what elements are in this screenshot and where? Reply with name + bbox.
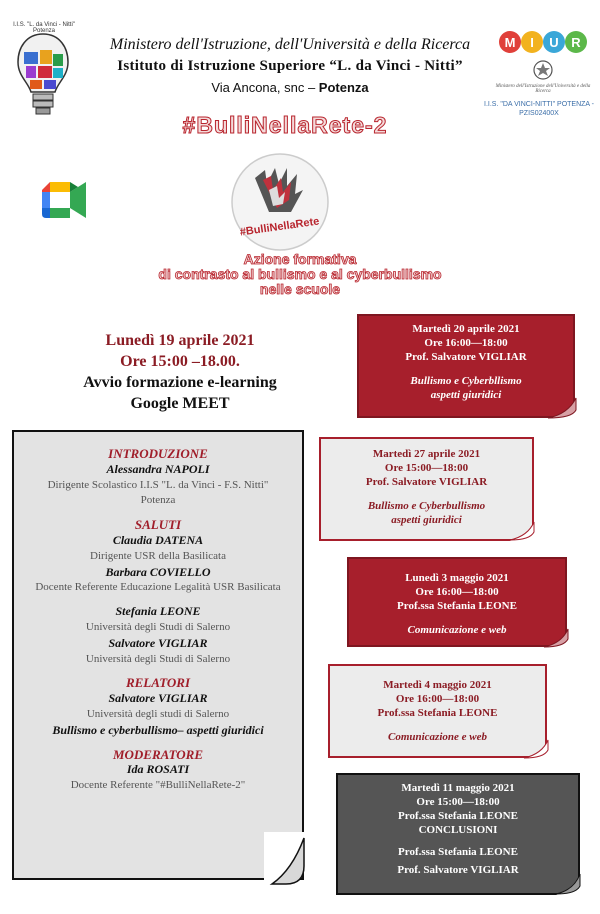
session-speaker3: Prof. Salvatore VIGLIAR: [397, 864, 519, 876]
session-card-3: [347, 557, 567, 647]
card-curl-4: [520, 738, 550, 760]
session-speaker: Prof. Salvatore VIGLIAR: [365, 476, 488, 488]
school-name: Istituto di Istruzione Superiore “L. da Vinci - Nitti”: [117, 58, 463, 74]
miur-caption-line1: I.I.S. "DA VINCI-NITTI" POTENZA -: [484, 101, 594, 108]
svg-text:M: M: [504, 35, 516, 50]
svg-text:U: U: [549, 35, 559, 50]
session-date: Martedì 4 maggio 2021: [383, 679, 492, 691]
intro-role: Dirigente Scolastico I.I.S "L. da Vinci - F.S. Nitti": [47, 478, 269, 491]
azione-heading: [100, 252, 500, 297]
session-card-4: [328, 664, 547, 758]
saluti-role4: Università degli Studi di Salerno: [85, 652, 231, 665]
card-curl-3: [540, 627, 570, 649]
svg-text:I: I: [530, 35, 534, 50]
saluti-role3: Università degli Studi di Salerno: [85, 620, 231, 633]
azione-line3: nelle scuole: [259, 281, 341, 297]
session-topic: Comunicazione e web: [407, 624, 507, 636]
start-date: Lunedì 19 aprile 2021: [105, 332, 255, 349]
session-topic: Comunicazione e web: [387, 731, 487, 743]
program-content: [14, 446, 302, 794]
miur-caption-line2: PZIS02400X: [519, 110, 559, 117]
hands-circle-logo-icon: [225, 150, 335, 260]
saluti-name3: Stefania LEONE: [115, 604, 201, 619]
panel-curl: [262, 830, 312, 886]
session-date: Martedì 20 aprile 2021: [412, 323, 520, 335]
relatori-name: Salvatore VIGLIAR: [108, 691, 208, 706]
session-speaker: Prof.ssa Stefania LEONE: [397, 600, 517, 612]
session-topic: Bullismo e Cyberbullismo: [367, 500, 486, 512]
start-desc1: Avvio formazione e-learning: [83, 374, 277, 391]
moderatore-role: Docente Referente "#BulliNellaRete-2": [70, 779, 246, 792]
circle-logo-text: #BulliNellaRete: [239, 215, 321, 239]
session-conclusioni: CONCLUSIONI: [418, 824, 498, 836]
ministry-heading: Ministero dell'Istruzione, dell'Università e della Ricerca: [109, 36, 471, 53]
intro-name: Alessandra NAPOLI: [106, 461, 210, 476]
session-card-2: [319, 437, 534, 541]
event-title: #BulliNellaRete-2: [182, 112, 388, 138]
card-curl-2: [506, 520, 536, 542]
svg-text:R: R: [571, 35, 581, 50]
azione-line2: di contrasto al bullismo e al cyberbullismo: [158, 266, 442, 282]
miur-ministry-small: Ministero dell'Istruzione dell'Università e della Ricerca: [495, 84, 591, 94]
session-topic: Bullismo e Cyberbllismo: [410, 375, 522, 387]
saluti-title: SALUTI: [134, 517, 182, 533]
relatori-role: Università degli studi di Salerno: [86, 707, 230, 720]
session-speaker: Prof.ssa Stefania LEONE: [398, 810, 518, 822]
azione-line1: Azione formativa: [243, 251, 357, 267]
session-topic2: aspetti giuridici: [391, 514, 462, 526]
relatori-topic: Bullismo e cyberbullismo– aspetti giuridici: [52, 722, 264, 737]
session-date: Martedì 27 aprile 2021: [372, 448, 481, 460]
session-card-5: [336, 773, 580, 895]
start-time: Ore 15:00 –18.00.: [120, 353, 240, 370]
session-time: Ore 16:00—18:00: [424, 337, 508, 349]
saluti-role1: Dirigente USR della Basilicata: [90, 549, 226, 562]
session-time: Ore 15:00—18:00: [384, 462, 469, 474]
intro-role-city: Potenza: [140, 494, 176, 507]
session-card-1: [357, 314, 575, 418]
saluti-name1: Claudia DATENA: [112, 532, 204, 547]
saluti-name4: Salvatore VIGLIAR: [108, 635, 208, 650]
card-curl-5: [552, 872, 582, 896]
saluti-name2: Barbara COVIELLO: [105, 564, 211, 579]
moderatore-title: MODERATORE: [112, 746, 204, 762]
session-date: Martedì 11 maggio 2021: [401, 782, 515, 794]
address-city: Potenza: [318, 80, 369, 95]
session-time: Ore 16:00—18:00: [415, 586, 499, 598]
miur-caption: [478, 100, 600, 118]
relatori-title: RELATORI: [125, 675, 191, 691]
session-time: Ore 16:00—18:00: [395, 693, 480, 705]
saluti-role2: Docente Referente Educazione Legalità USR Basilicata: [35, 581, 281, 594]
session-speaker: Prof. Salvatore VIGLIAR: [405, 351, 527, 363]
bulb-logo-text: I.I.S. "L. da Vinci - Nitti" Potenza: [13, 22, 75, 34]
address-street: Via Ancona, snc –: [211, 80, 319, 95]
moderatore-name: Ida ROSATI: [126, 762, 190, 777]
intro-title: INTRODUZIONE: [108, 446, 208, 461]
session-time: Ore 15:00—18:00: [416, 796, 500, 808]
school-address: [90, 80, 490, 95]
session-speaker: Prof.ssa Stefania LEONE: [377, 707, 498, 719]
start-desc2: Google MEET: [130, 395, 230, 412]
start-block: [30, 330, 330, 414]
lightbulb-logo-icon: [14, 30, 72, 128]
card-curl-1: [544, 396, 578, 420]
google-meet-icon: [40, 178, 90, 222]
session-date: Lunedì 3 maggio 2021: [405, 572, 509, 584]
session-speaker2: Prof.ssa Stefania LEONE: [398, 846, 518, 858]
session-topic2: aspetti giuridici: [430, 389, 502, 401]
